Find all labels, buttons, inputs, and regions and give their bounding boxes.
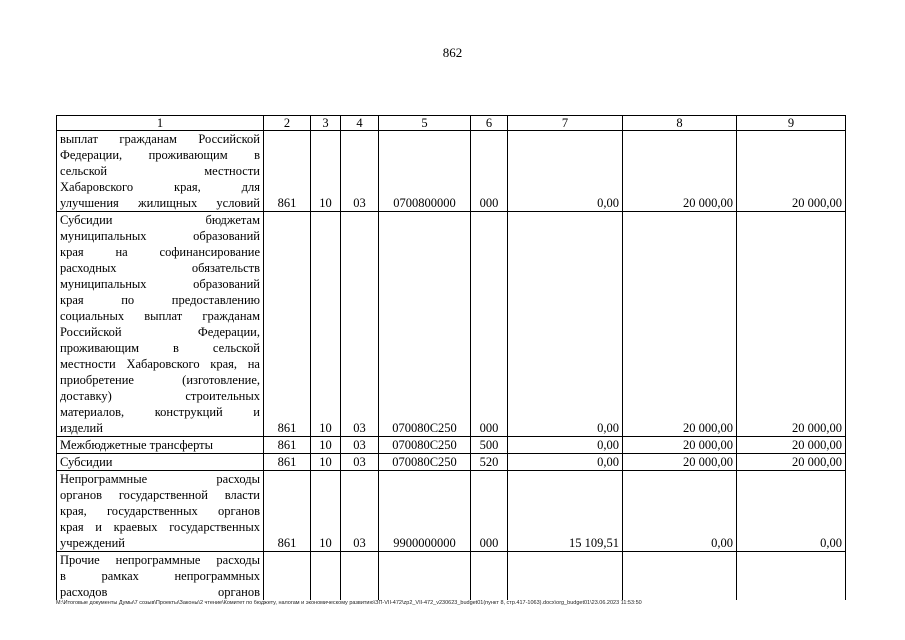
cell-col9: 20 000,00 <box>737 454 846 471</box>
row-name: Непрограммные расходы органов государственной власти края, государственных органов края и краевых государственных учреждений <box>57 471 264 552</box>
cell-col4 <box>341 552 379 601</box>
cell-col9: 20 000,00 <box>737 212 846 437</box>
cell-col4: 03 <box>341 131 379 212</box>
cell-col5: 070080С250 <box>379 212 471 437</box>
header-col-9: 9 <box>737 116 846 131</box>
cell-col5: 070080С250 <box>379 454 471 471</box>
cell-col9: 0,00 <box>737 471 846 552</box>
row-name: Межбюджетные трансферты <box>57 437 264 454</box>
row-name: Прочие непрограммные расходы в рамках непрограммных расходов органов <box>57 552 264 601</box>
cell-col5: 0700800000 <box>379 131 471 212</box>
header-col-6: 6 <box>471 116 508 131</box>
budget-table <box>56 115 846 600</box>
cell-col7: 0,00 <box>508 437 623 454</box>
cell-col7: 15 109,51 <box>508 471 623 552</box>
cell-col9 <box>737 552 846 601</box>
header-col-2: 2 <box>264 116 311 131</box>
cell-col3: 10 <box>311 212 341 437</box>
cell-col8: 20 000,00 <box>623 212 737 437</box>
footer-file-path: M:\Итоговые документы Думы\7 созыв\Проекты\Законы\2 чтение\Комитет по бюджету, налогам и экономическому развитию\ЗП-VII-472\zp2_VII-472_v230623_budget01(пункт 8, стр.417-1063).docx\org_budget01\23.06.2023 11:53:50 <box>56 600 642 606</box>
cell-col9: 20 000,00 <box>737 131 846 212</box>
cell-col7 <box>508 552 623 601</box>
table-row <box>57 131 846 212</box>
cell-col6: 000 <box>471 131 508 212</box>
table-row <box>57 552 846 601</box>
cell-col4: 03 <box>341 471 379 552</box>
cell-col5: 070080С250 <box>379 437 471 454</box>
cell-col3: 10 <box>311 471 341 552</box>
cell-col6 <box>471 552 508 601</box>
cell-col2 <box>264 552 311 601</box>
cell-col5 <box>379 552 471 601</box>
cell-col3: 10 <box>311 131 341 212</box>
cell-col8: 20 000,00 <box>623 454 737 471</box>
cell-col2: 861 <box>264 454 311 471</box>
header-col-7: 7 <box>508 116 623 131</box>
header-col-5: 5 <box>379 116 471 131</box>
cell-col3: 10 <box>311 454 341 471</box>
page-number: 862 <box>442 45 463 60</box>
cell-col2: 861 <box>264 437 311 454</box>
cell-col7: 0,00 <box>508 454 623 471</box>
header-col-8: 8 <box>623 116 737 131</box>
row-name: выплат гражданам Российской Федерации, проживающим в сельской местности Хабаровского края, для улучшения жилищных условий <box>57 131 264 212</box>
cell-col4: 03 <box>341 454 379 471</box>
cell-col2: 861 <box>264 471 311 552</box>
row-name: Субсидии бюджетам муниципальных образований края на софинансирование расходных обязательств муниципальных образований края по предоставлению социальных выплат гражданам Российской Федерации, проживающим в сельской местности Хабаровского края, на приобретение (изготовление, доставку) строительных материалов, конструкций и изделий <box>57 212 264 437</box>
row-name: Субсидии <box>57 454 264 471</box>
cell-col4: 03 <box>341 437 379 454</box>
cell-col7: 0,00 <box>508 131 623 212</box>
table-row <box>57 454 846 471</box>
cell-col7: 0,00 <box>508 212 623 437</box>
cell-col3 <box>311 552 341 601</box>
cell-col6: 000 <box>471 212 508 437</box>
table-row <box>57 471 846 552</box>
cell-col3: 10 <box>311 437 341 454</box>
cell-col6: 500 <box>471 437 508 454</box>
cell-col8: 0,00 <box>623 471 737 552</box>
cell-col5: 9900000000 <box>379 471 471 552</box>
cell-col2: 861 <box>264 131 311 212</box>
cell-col6: 000 <box>471 471 508 552</box>
cell-col8: 20 000,00 <box>623 131 737 212</box>
table-row <box>57 437 846 454</box>
cell-col8: 20 000,00 <box>623 437 737 454</box>
cell-col9: 20 000,00 <box>737 437 846 454</box>
table-row <box>57 212 846 437</box>
cell-col4: 03 <box>341 212 379 437</box>
table-header-row <box>57 116 846 131</box>
cell-col2: 861 <box>264 212 311 437</box>
header-col-4: 4 <box>341 116 379 131</box>
cell-col8 <box>623 552 737 601</box>
header-col-1: 1 <box>57 116 264 131</box>
header-col-3: 3 <box>311 116 341 131</box>
cell-col6: 520 <box>471 454 508 471</box>
